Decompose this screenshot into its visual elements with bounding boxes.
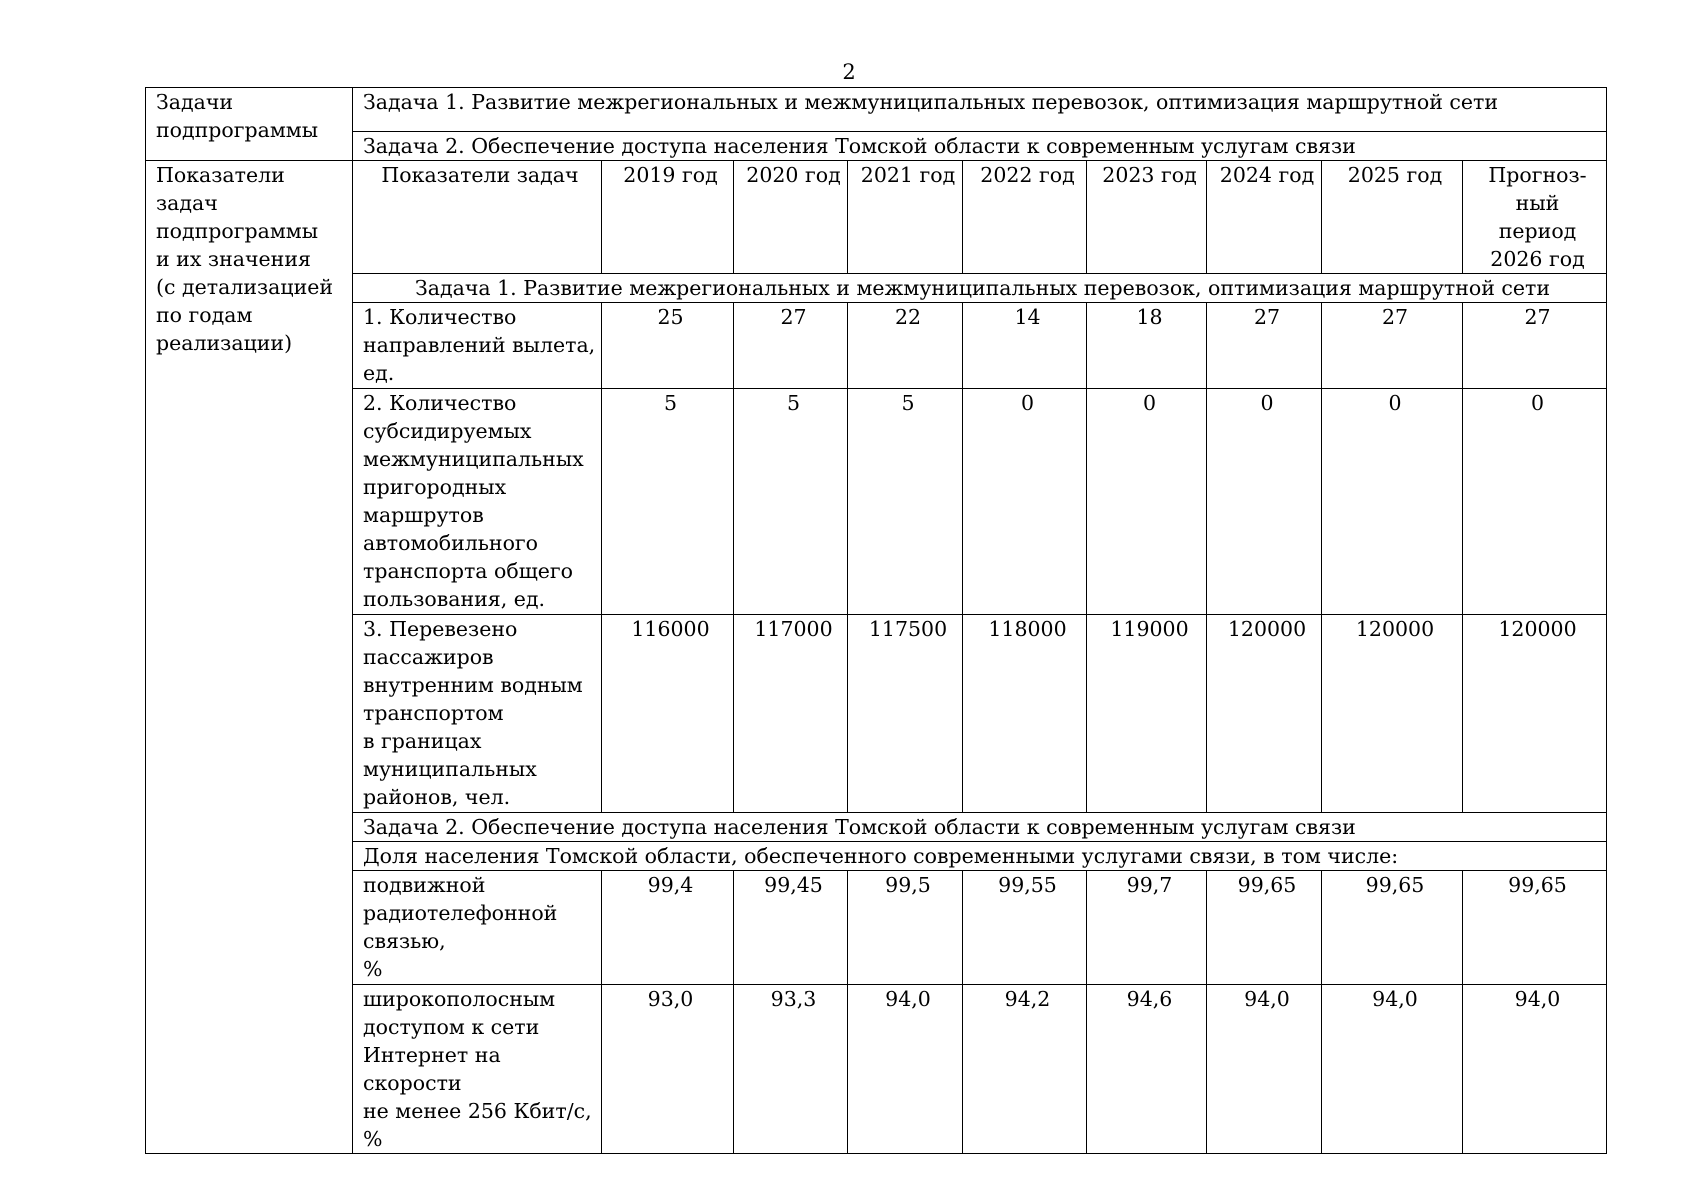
header-year-2024: 2024 год <box>1207 161 1322 274</box>
table-row <box>146 389 1607 615</box>
value-cell: 0 <box>1087 389 1207 615</box>
value-cell: 99,65 <box>1322 871 1463 985</box>
value-cell: 117500 <box>848 615 963 813</box>
value-cell: 18 <box>1087 303 1207 389</box>
value-cell: 0 <box>963 389 1087 615</box>
value-cell: 116000 <box>602 615 734 813</box>
value-cell: 94,2 <box>963 985 1087 1154</box>
value-cell: 99,7 <box>1087 871 1207 985</box>
value-cell: 0 <box>1463 389 1607 615</box>
value-cell: 25 <box>602 303 734 389</box>
header-year-2023: 2023 год <box>1087 161 1207 274</box>
section-2-title: Задача 2. Обеспечение доступа населения Томской области к современным услугам связи <box>353 813 1607 842</box>
value-cell: 99,65 <box>1463 871 1607 985</box>
header-year-2019: 2019 год <box>602 161 734 274</box>
table-row <box>146 985 1607 1154</box>
value-cell: 94,6 <box>1087 985 1207 1154</box>
value-cell: 99,4 <box>602 871 734 985</box>
header-year-2022: 2022 год <box>963 161 1087 274</box>
section-2-subtitle: Доля населения Томской области, обеспеченного современными услугами связи, в том числе: <box>353 842 1607 871</box>
task-2-text: Задача 2. Обеспечение доступа населения Томской области к современным услугам связи <box>353 132 1607 161</box>
value-cell: 93,0 <box>602 985 734 1154</box>
value-cell: 94,0 <box>1322 985 1463 1154</box>
indicator-name: широкополосным доступом к сети Интернет на скорости не менее 256 Кбит/с, % <box>353 985 602 1154</box>
value-cell: 5 <box>734 389 848 615</box>
value-cell: 27 <box>1322 303 1463 389</box>
value-cell: 120000 <box>1322 615 1463 813</box>
header-year-2025: 2025 год <box>1322 161 1463 274</box>
value-cell: 22 <box>848 303 963 389</box>
value-cell: 27 <box>1463 303 1607 389</box>
table-row <box>146 871 1607 985</box>
page-number: 2 <box>842 60 856 84</box>
header-year-2020: 2020 год <box>734 161 848 274</box>
value-cell: 119000 <box>1087 615 1207 813</box>
value-cell: 120000 <box>1463 615 1607 813</box>
header-indicator: Показатели задач <box>353 161 602 274</box>
indicator-name: подвижной радиотелефонной связью, % <box>353 871 602 985</box>
value-cell: 117000 <box>734 615 848 813</box>
value-cell: 94,0 <box>1463 985 1607 1154</box>
task-1-text: Задача 1. Развитие межрегиональных и межмуниципальных перевозок, оптимизация маршрутной сети <box>353 88 1607 132</box>
indicator-name: 3. Перевезено пассажиров внутренним водным транспортом в границах муниципальных районов, чел. <box>353 615 602 813</box>
indicator-name: 2. Количество субсидируемых межмуниципальных пригородных маршрутов автомобильного транспорта общего пользования, ед. <box>353 389 602 615</box>
value-cell: 5 <box>848 389 963 615</box>
value-cell: 94,0 <box>848 985 963 1154</box>
value-cell: 94,0 <box>1207 985 1322 1154</box>
value-cell: 99,55 <box>963 871 1087 985</box>
tasks-label: Задачи подпрограммы <box>146 88 353 161</box>
value-cell: 93,3 <box>734 985 848 1154</box>
section-1-title: Задача 1. Развитие межрегиональных и межмуниципальных перевозок, оптимизация маршрутной сети <box>353 274 1607 303</box>
value-cell: 14 <box>963 303 1087 389</box>
header-year-2021: 2021 год <box>848 161 963 274</box>
indicator-name: 1. Количество направлений вылета, ед. <box>353 303 602 389</box>
value-cell: 0 <box>1322 389 1463 615</box>
value-cell: 0 <box>1207 389 1322 615</box>
value-cell: 5 <box>602 389 734 615</box>
value-cell: 27 <box>734 303 848 389</box>
indicators-label: Показатели задач подпрограммы и их значения (с детализацией по годам реализации) <box>146 161 353 1154</box>
table-row <box>146 303 1607 389</box>
value-cell: 120000 <box>1207 615 1322 813</box>
value-cell: 99,5 <box>848 871 963 985</box>
value-cell: 118000 <box>963 615 1087 813</box>
subprogram-passport-table <box>145 87 1607 1154</box>
value-cell: 99,65 <box>1207 871 1322 985</box>
header-forecast-2026: Прогноз- ный период 2026 год <box>1463 161 1607 274</box>
value-cell: 27 <box>1207 303 1322 389</box>
value-cell: 99,45 <box>734 871 848 985</box>
table-row <box>146 615 1607 813</box>
